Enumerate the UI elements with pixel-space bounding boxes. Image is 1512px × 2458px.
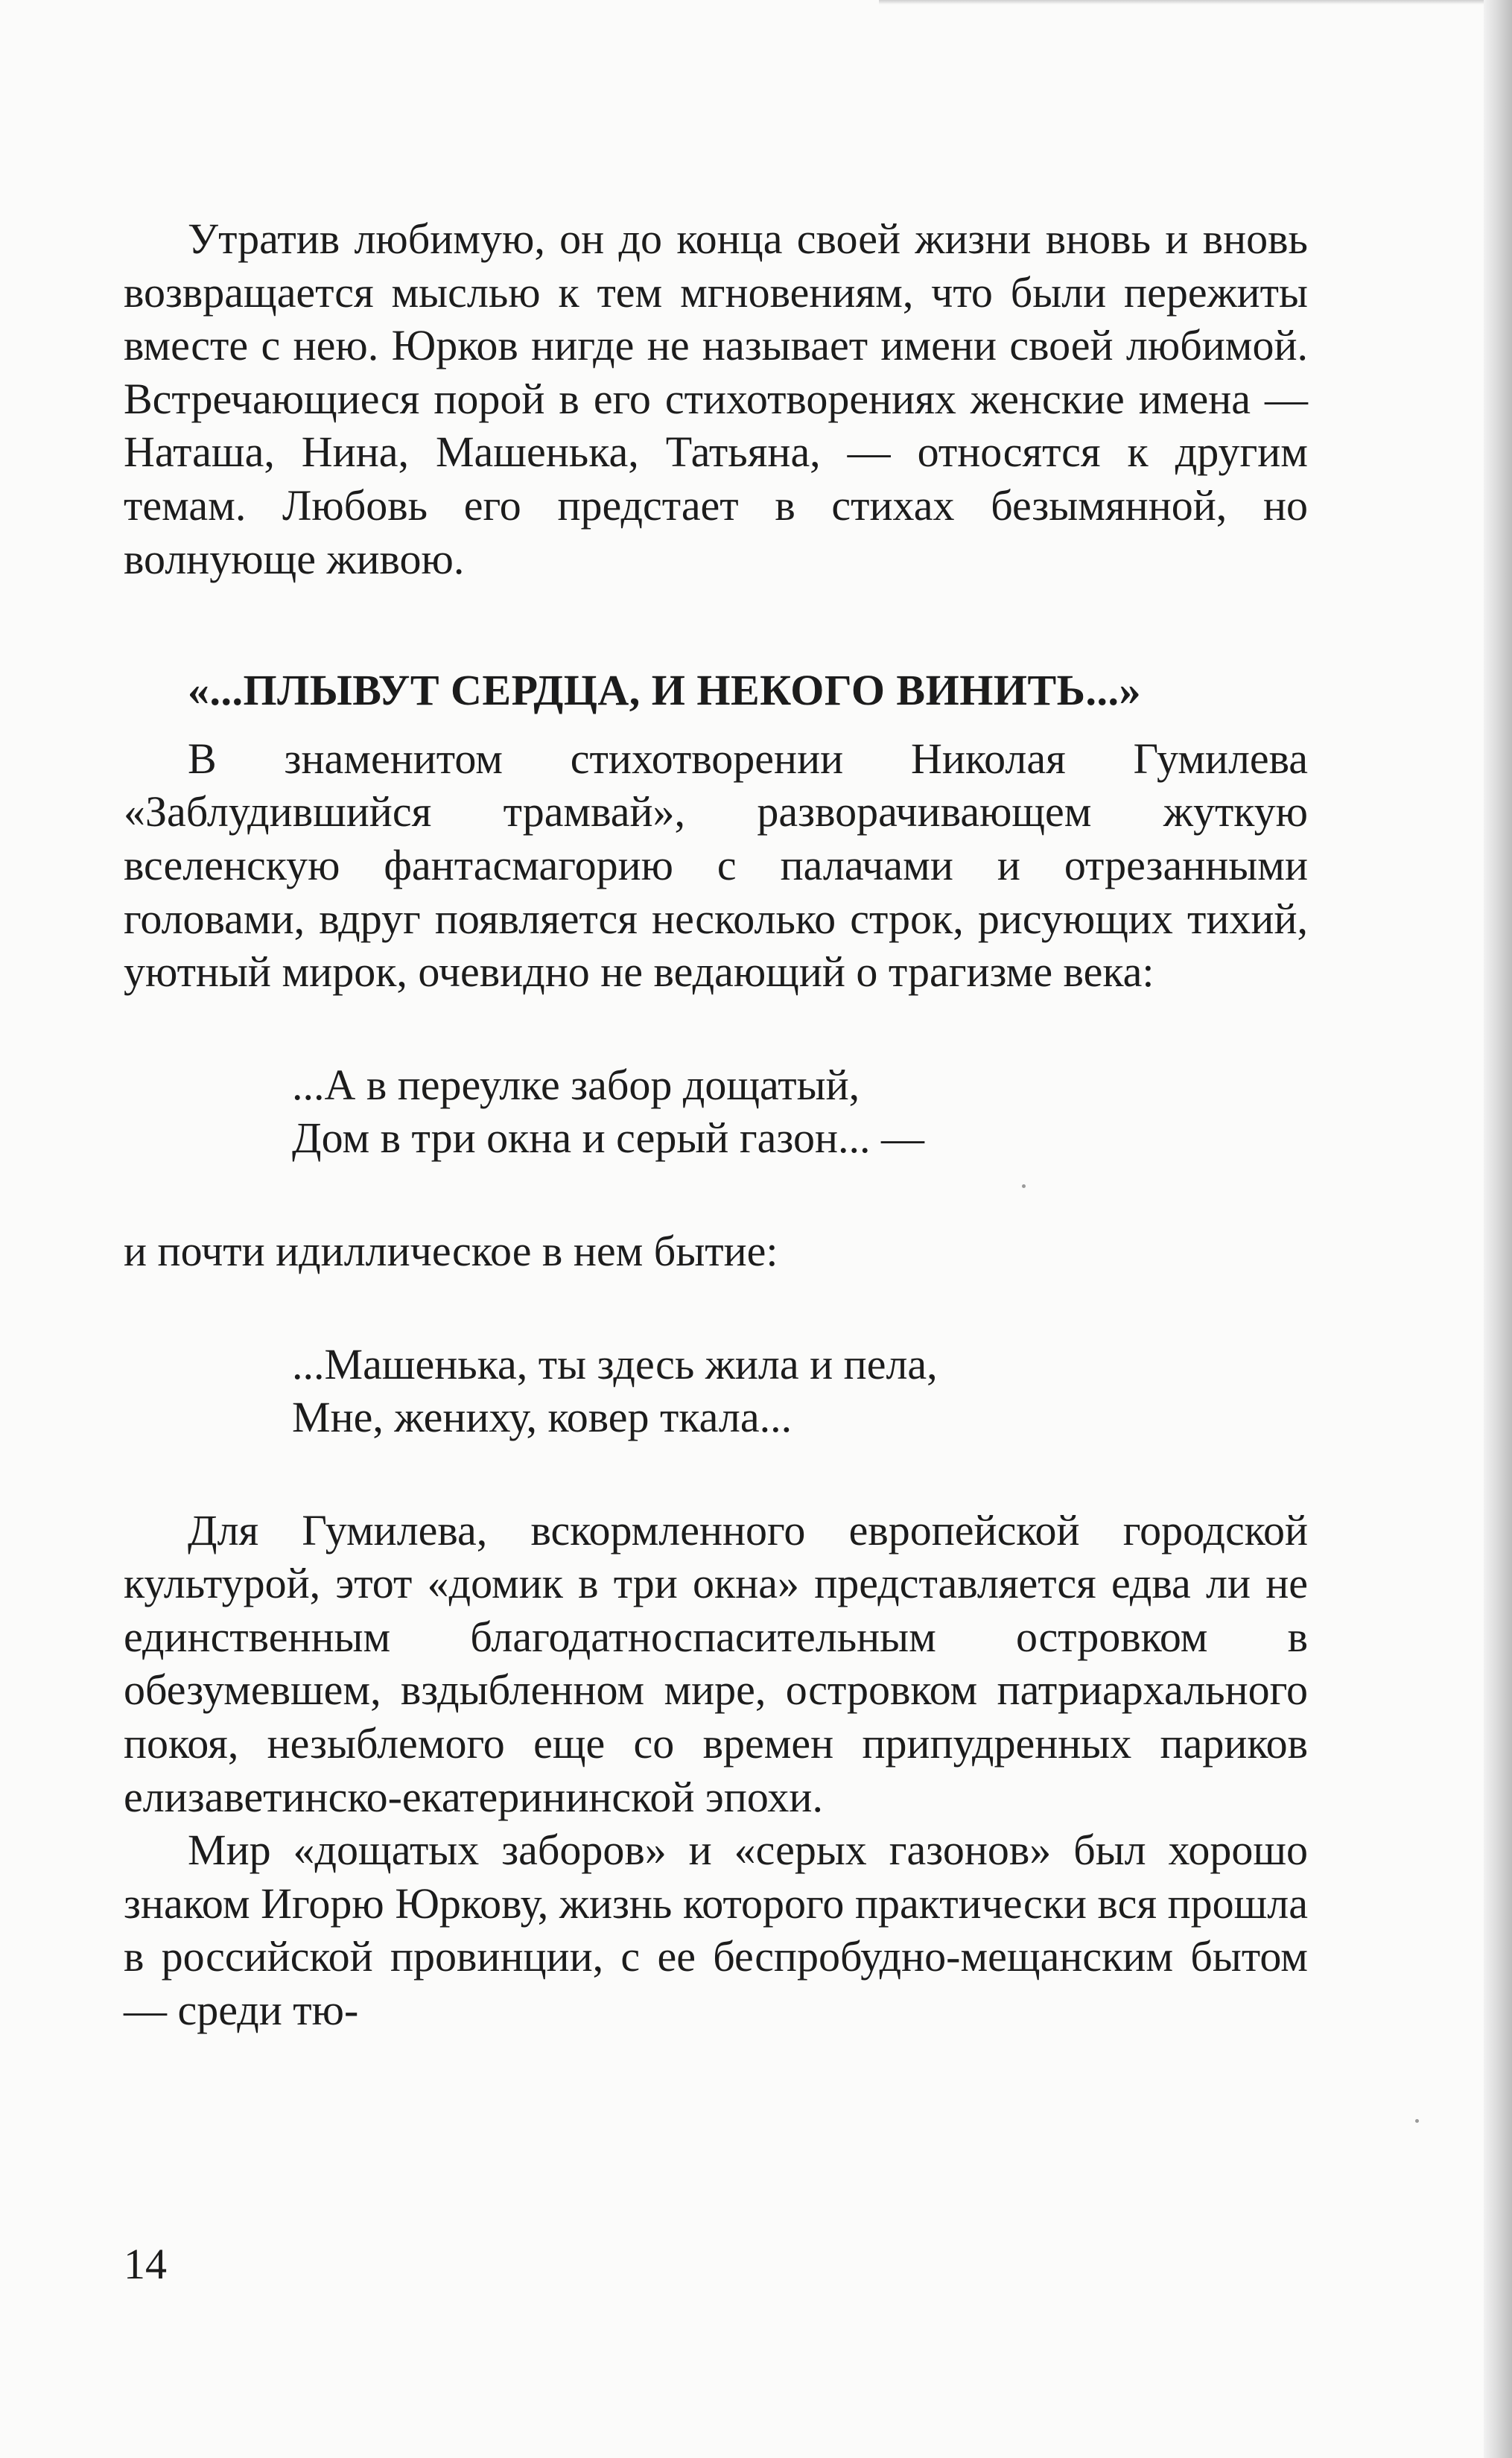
paragraph-3: и почти идиллическое в нем бытие: [124, 1226, 778, 1275]
print-speck [1415, 2119, 1419, 2123]
verse-1-line-2: Дом в три окна и серый газон... — [292, 1114, 924, 1163]
page-binding-shadow [1484, 0, 1512, 2458]
verse-2-line-1: ...Машенька, ты здесь жила и пела, [292, 1339, 938, 1388]
paragraph-5: Мир «дощатых заборов» и «серых газонов» был хорошо знаком Игорю Юркову, жизнь которого практически вся прошла в российской провинции, с ее беспробудно-мещанским бытом — среди тю- [124, 1826, 1308, 2035]
verse-quote-1 [292, 1058, 1308, 1165]
verse-quote-2 [292, 1338, 1308, 1444]
paragraph-4: Для Гумилева, вскормленного европейской городской культурой, этот «домик в три окна» представляется едва ли не единственным благодатноспасительным островком в обезумевшем, вздыбленном мире, островком патриархального покоя, незыблемого еще со времен припудренных париков елизаветинско-екатерининской эпохи. [124, 1505, 1308, 1821]
section-heading: «...ПЛЫВУТ СЕРДЦА, И НЕКОГО ВИНИТЬ...» [188, 666, 1141, 715]
paragraph-1: Утратив любимую, он до конца своей жизни вновь и вновь возвращается мыслью к тем мгновениям, что были пережиты вместе с нею. Юрков нигде не называет имени своей любимой. Встречающиеся порой в его стихотворениях женские имена — Наташа, Нина, Машенька, Татьяна, — относятся к другим темам. Любовь его предстает в стихах безымянной, но волнующе живою. [124, 215, 1308, 583]
verse-1-line-1: ...А в переулке забор дощатый, [292, 1060, 860, 1109]
page-top-edge-shadow [879, 0, 1484, 4]
print-speck [1022, 1184, 1026, 1188]
verse-2-line-2: Мне, жениху, ковер ткала... [292, 1393, 792, 1442]
page-number: 14 [124, 2240, 167, 2288]
paragraph-2: В знаменитом стихотворении Николая Гумилева «Заблудившийся трамвай», разворачивающем жуткую вселенскую фантасмагорию с палачами и отрезанными головами, вдруг появляется несколько строк, рисующих тихий, уютный мирок, очевидно не ведающий о трагизме века: [124, 734, 1308, 997]
page-text-block [124, 212, 1308, 2037]
